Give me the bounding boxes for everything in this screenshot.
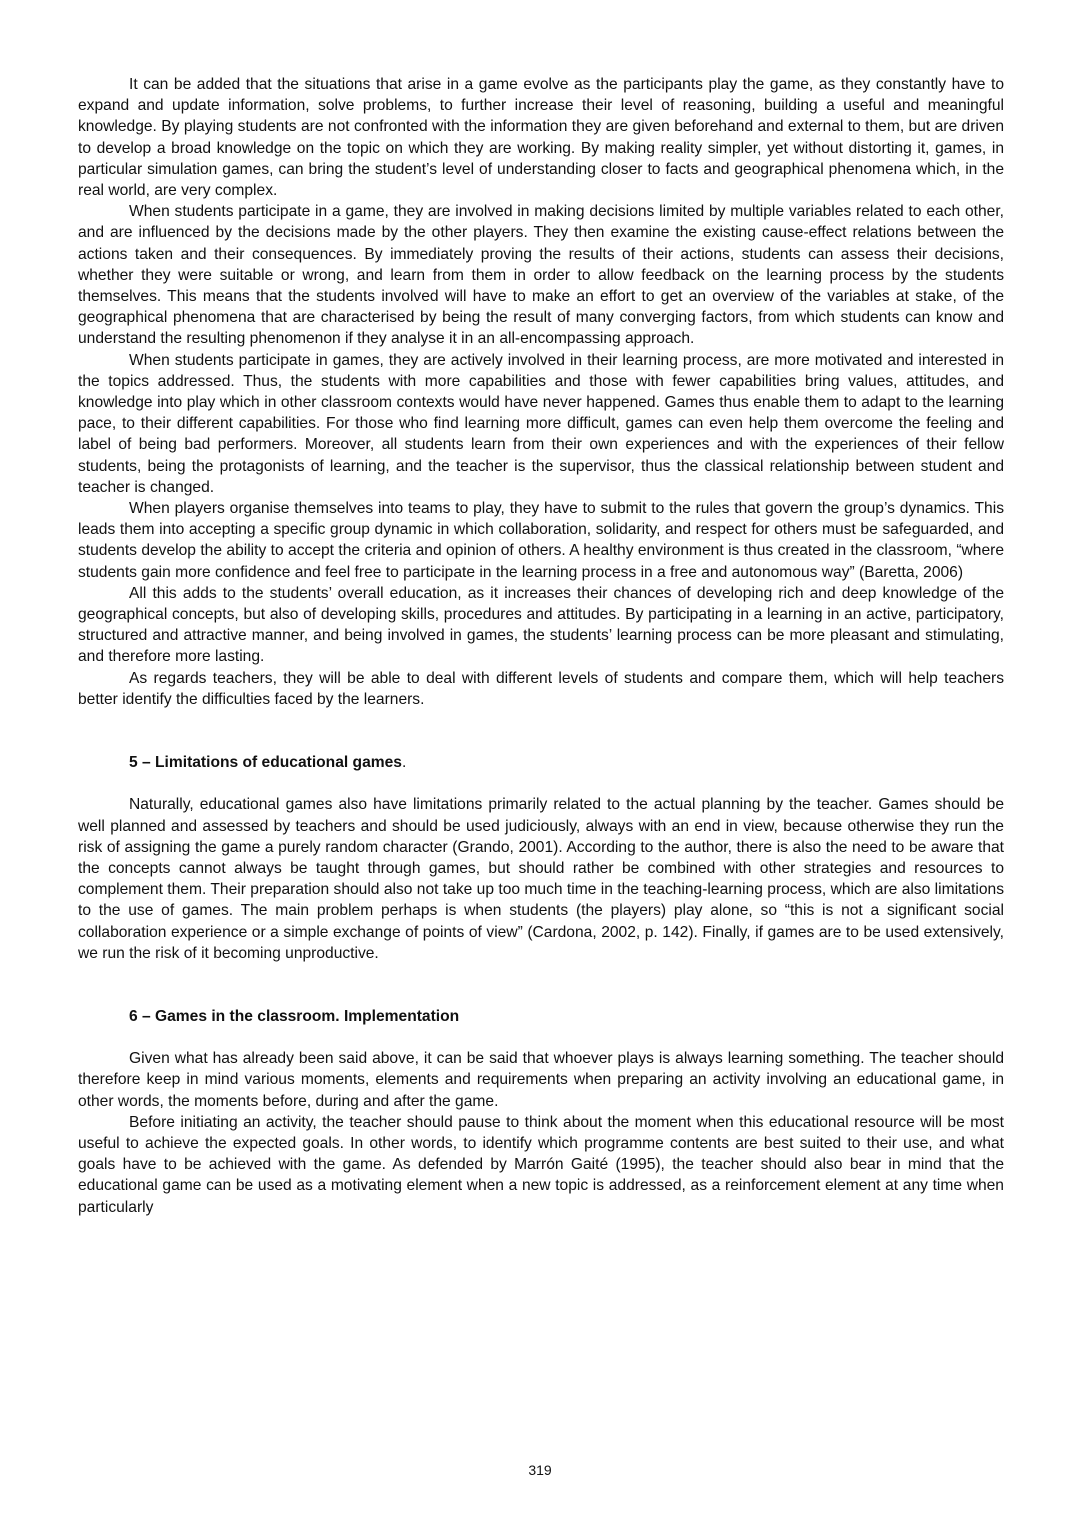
spacer: [78, 710, 1004, 752]
paragraph: As regards teachers, they will be able to deal with different levels of students and compare them, which will help teachers better identify the difficulties faced by the learners.: [78, 669, 1004, 708]
paragraph: When players organise themselves into teams to play, they have to submit to the rules that govern the group’s dynamics. This leads them into accepting a specific group dynamic in which collaboration, solidarity, and respect for others must be safeguarded, and students develop the ability to accept the criteria and opinion of others. A healthy environment is thus created in the classroom, “where students gain more confidence and feel free to participate in the learning process in a free and autonomous way” (Baretta, 2006): [78, 500, 1004, 581]
paragraph: Naturally, educational games also have limitations primarily related to the actual planning by the teacher. Games should be well planned and assessed by teachers and should be used judiciously, always with an end in view, because otherwise they run the risk of assigning the game a purely random character (Grando, 2001). According to the author, there is also the need to be aware that the concepts cannot always be taught through games, but should rather be combined with other strategies and resources to complement them. Their preparation should also not take up too much time in the teaching-learning process, which are also limitations to the use of games. The main problem perhaps is when students (the players) play alone, so “this is not a significant social collaboration experience or a simple exchange of points of view” (Cardona, 2002, p. 142). Finally, if games are to be used extensively, we run the risk of it becoming unproductive.: [78, 796, 1004, 962]
paragraph: Given what has already been said above, it can be said that whoever plays is always learning something. The teacher should therefore keep in mind various moments, elements and requirements when preparing an activity involving an educational game, in other words, the moments before, during and after the game.: [78, 1050, 1004, 1110]
paragraph: It can be added that the situations that arise in a game evolve as the participants play the game, as they constantly have to expand and update information, solve problems, to further increase their level of reasoning, building a useful and meaningful knowledge. By playing students are not confronted with the information they are given beforehand and external to them, but are driven to develop a broad knowledge on the topic on which they are working. By making reality simpler, yet without distorting it, games, in particular simulation games, can bring the student’s level of understanding closer to facts and geographical phenomena which, in the real world, are very complex.: [78, 76, 1004, 200]
paragraph: When students participate in a game, they are involved in making decisions limited by multiple variables related to each other, and are influenced by the decisions made by the other players. They then examine the existing cause-effect relations between the actions taken and their consequences. By immediately proving the results of their actions, students can assess their decisions, whether they were suitable or wrong, and learn from them in order to allow feedback on the learning process by the students themselves. This means that the students involved will have to make an effort to get an overview of the variables at stake, of the geographical phenomena that are characterised by being the result of many converging factors, from which students can know and understand the resulting phenomenon if they analyse it in an all-encompassing approach.: [78, 203, 1004, 348]
paragraph: Before initiating an activity, the teacher should pause to think about the moment when this educational resource will be most useful to achieve the expected goals. In other words, to identify which programme contents are best suited to their use, and what goals have to be achieved with the game. As defended by Marrón Gaité (1995), the teacher should also bear in mind that the educational game can be used as a motivating element when a new topic is addressed, as a reinforcement element at any time when particularly: [78, 1113, 1004, 1216]
page-number: 319: [528, 1462, 552, 1478]
section-heading-trail: .: [401, 754, 407, 772]
section-heading-5: [78, 752, 1004, 773]
section-heading-text: 5 – Limitations of educational games: [129, 754, 402, 772]
spacer: [78, 773, 1004, 794]
paragraph: When students participate in games, they are actively involved in their learning process, are more motivated and interested in the topics addressed. Thus, the students with more capabilities and those with fewer capabilities bring values, attitudes, and knowledge into play which in other classroom contexts would have never happened. Games thus enable them to adapt to the learning pace, to their different capabilities. For those who find learning more difficult, games can even help them overcome the feeling and label of being bad performers. Moreover, all students learn from their own experiences and with the experiences of their fellow students, being the protagonists of learning, and the teacher is the supervisor, thus the classical relationship between student and teacher is changed.: [78, 351, 1004, 496]
page-body: [78, 74, 1004, 1218]
spacer: [78, 1027, 1004, 1048]
spacer: [78, 964, 1004, 1006]
paragraph: All this adds to the students’ overall education, as it increases their chances of developing rich and deep knowledge of the geographical concepts, but also of developing skills, procedures and attitudes. By participating in a learning in an active, participatory, structured and attractive manner, and being involved in games, the students’ learning process can be more pleasant and stimulating, and therefore more lasting.: [78, 584, 1004, 666]
section-heading-6: 6 – Games in the classroom. Implementation: [129, 1007, 460, 1025]
